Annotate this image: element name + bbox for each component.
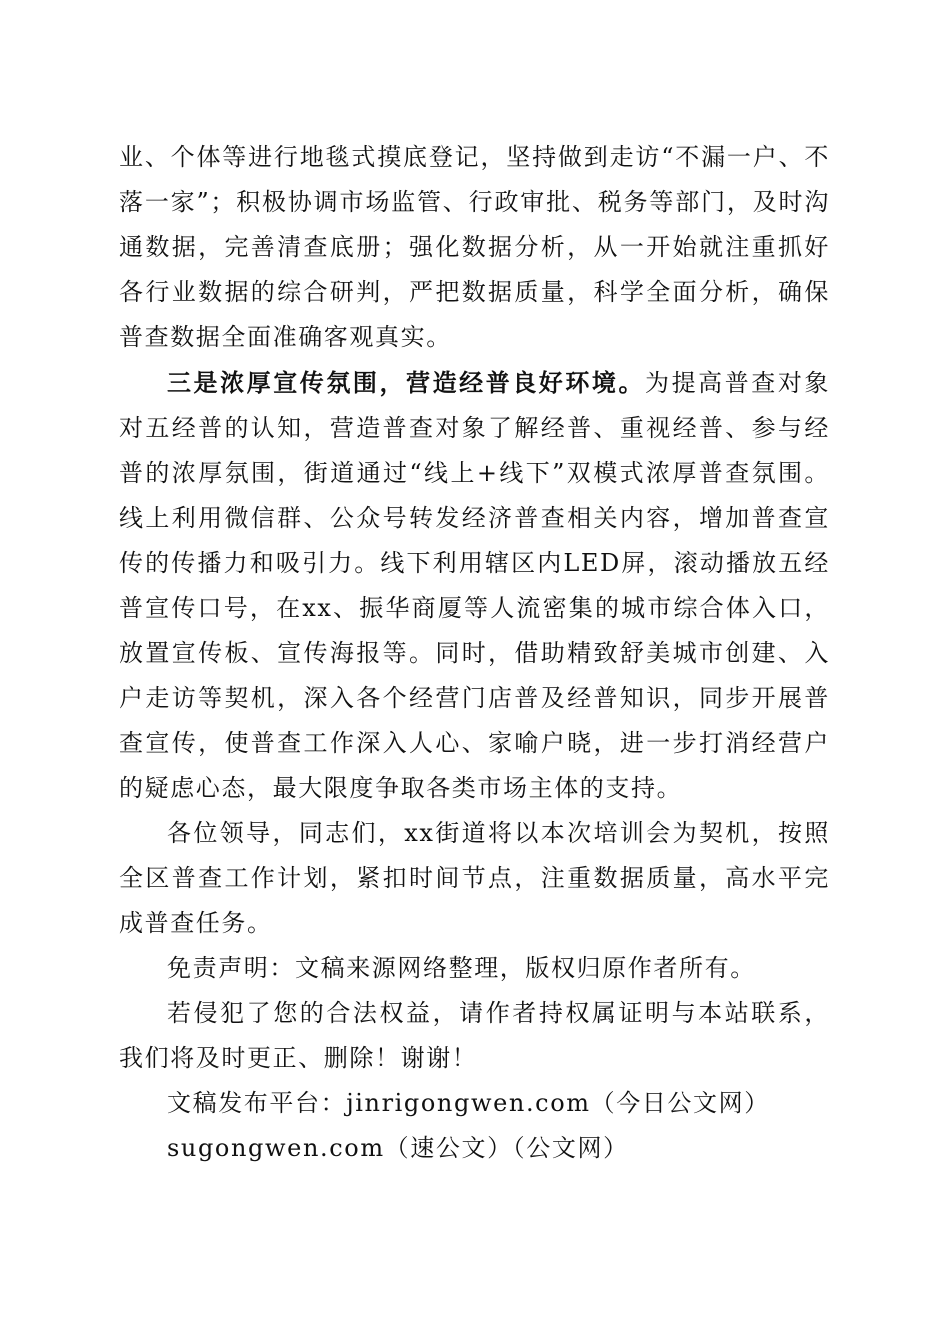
document-body: [119, 135, 830, 1171]
infringement-notice: 若侵犯了您的合法权益，请作者持权属证明与本站联系，我们将及时更正、删除！谢谢！: [119, 999, 830, 1072]
paragraph-data-verification: 业、个体等进行地毯式摸底登记，坚持做到走访“不漏一户、不落一家”；积极协调市场监管、行政审批、税务等部门，及时沟通数据，完善清查底册；强化数据分析，从一开始就注重抓好各行业数据的综合研判，严把数据质量，科学全面分析，确保普查数据全面准确客观真实。: [119, 143, 830, 351]
publisher-sites-line: sugongwen.com（速公文）（公文网）: [167, 1134, 629, 1162]
publisher-line: 文稿发布平台：jinrigongwen.com（今日公文网）: [167, 1089, 770, 1117]
paragraph-text: 为提高普查对象对五经普的认知，营造普查对象了解经普、重视经普、参与经普的浓厚氛围，街道通过“线上+线下”双模式浓厚普查氛围。线上利用微信群、公众号转发经济普查相关内容，增加普查宣传的传播力和吸引力。线下利用辖区内LED屏，滚动播放五经普宣传口号，在xx、振华商厦等人流密集的城市综合体入口，放置宣传板、宣传海报等。同时，借助精致舒美城市创建、入户走访等契机，深入各个经营门店普及经普知识，同步开展普查宣传，使普查工作深入人心、家喻户晓，进一步打消经营户的疑虑心态，最大限度争取各类市场主体的支持。: [119, 369, 830, 802]
paragraph-publicity: [119, 360, 830, 811]
paragraph-heading: 三是浓厚宣传氛围，营造经普良好环境。: [167, 368, 646, 397]
disclaimer-line: 免责声明：文稿来源网络整理，版权归原作者所有。: [167, 954, 756, 982]
paragraph-closing: 各位领导，同志们，xx街道将以本次培训会为契机，按照全区普查工作计划，紧扣时间节点，注重数据质量，高水平完成普查任务。: [119, 819, 830, 937]
